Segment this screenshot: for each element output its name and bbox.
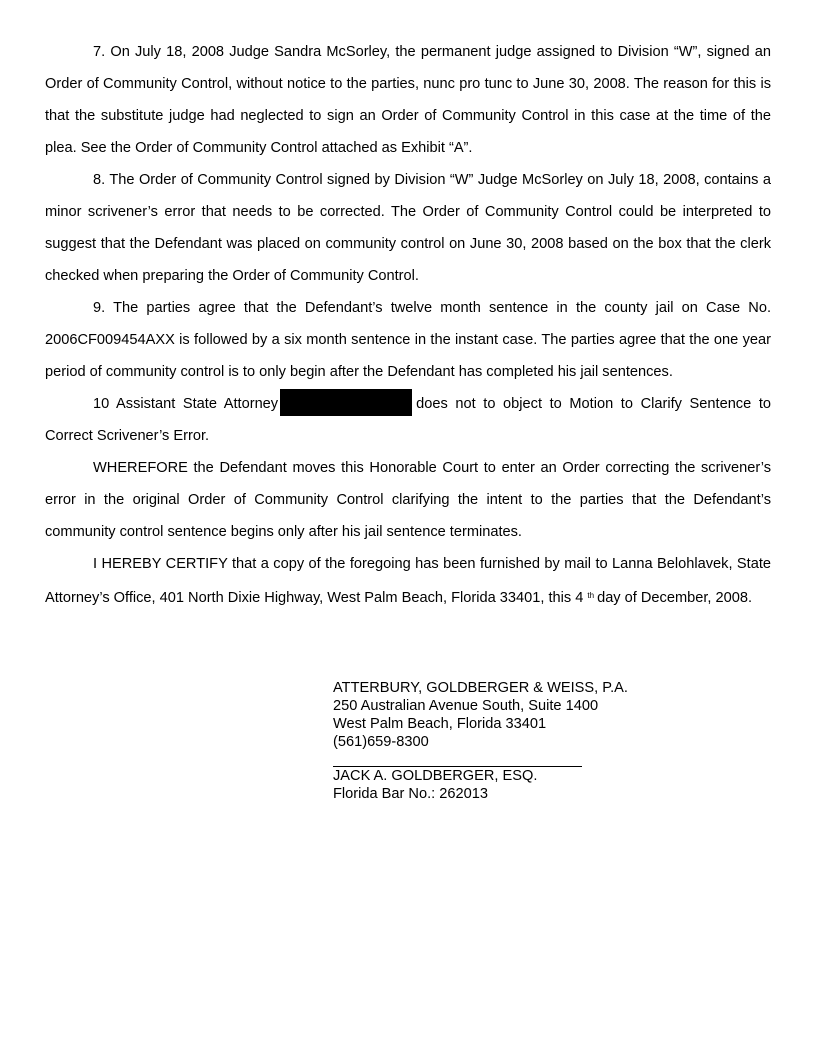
certificate-of-service	[45, 548, 771, 614]
paragraph-10	[45, 388, 771, 452]
firm-phone: (561)659-8300	[333, 734, 429, 750]
bar-number: Florida Bar No.: 262013	[333, 786, 488, 802]
paragraph-8: 8. The Order of Community Control signed by Division “W” Judge McSorley on July 18, 2008, contains a minor scrivener’s error that needs to be corrected. The Order of Community Control could be interpreted to suggest that the Defendant was placed on community control on June 30, 2008 based on the box that the clerk checked when preparing the Order of Community Control.	[45, 172, 771, 284]
redaction-block	[280, 389, 412, 416]
paragraph-9: 9. The parties agree that the Defendant’s twelve month sentence in the county jail on Case No. 2006CF009454AXX is followed by a six month sentence in the instant case. The parties agree that the one year period of community control is to only begin after the Defendant has completed his jail sentences.	[45, 300, 771, 380]
paragraph-10-lead: 10 Assistant State Attorney	[93, 396, 279, 412]
ordinal-suffix: th	[587, 591, 595, 600]
wherefore-paragraph: WHEREFORE the Defendant moves this Honorable Court to enter an Order correcting the scrivener’s error in the original Order of Community Control clarifying the intent to the parties that the Defendant’s community control sentence begins only after his jail sentence terminates.	[45, 460, 771, 540]
certificate-text: I HEREBY CERTIFY that a copy of the foregoing has been furnished by mail to Lanna Belohlavek, State Attorney’s Office, 401 North Dixie Highway, West Palm Beach, Florida 33401, this 4	[45, 556, 771, 606]
paragraph-10-tail: does not to object to Motion to Clarify Sentence to Correct Scrivener’s Error.	[45, 396, 772, 444]
paragraph-7: 7. On July 18, 2008 Judge Sandra McSorley, the permanent judge assigned to Division “W”, signed an Order of Community Control, without notice to the parties, nunc pro tunc to June 30, 2008. The reason for this is that the substitute judge had neglected to sign an Order of Community Control in this case at the time of the plea. See the Order of Community Control attached as Exhibit “A”.	[45, 44, 771, 156]
attorney-name: JACK A. GOLDBERGER, ESQ.	[333, 768, 538, 784]
certificate-date: day of December, 2008.	[597, 590, 753, 606]
signature-block	[333, 679, 633, 803]
document-body	[45, 36, 771, 614]
firm-address-line-1: 250 Australian Avenue South, Suite 1400	[333, 698, 599, 714]
firm-address-line-2: West Palm Beach, Florida 33401	[333, 716, 547, 732]
firm-name: ATTERBURY, GOLDBERGER & WEISS, P.A.	[333, 680, 628, 696]
